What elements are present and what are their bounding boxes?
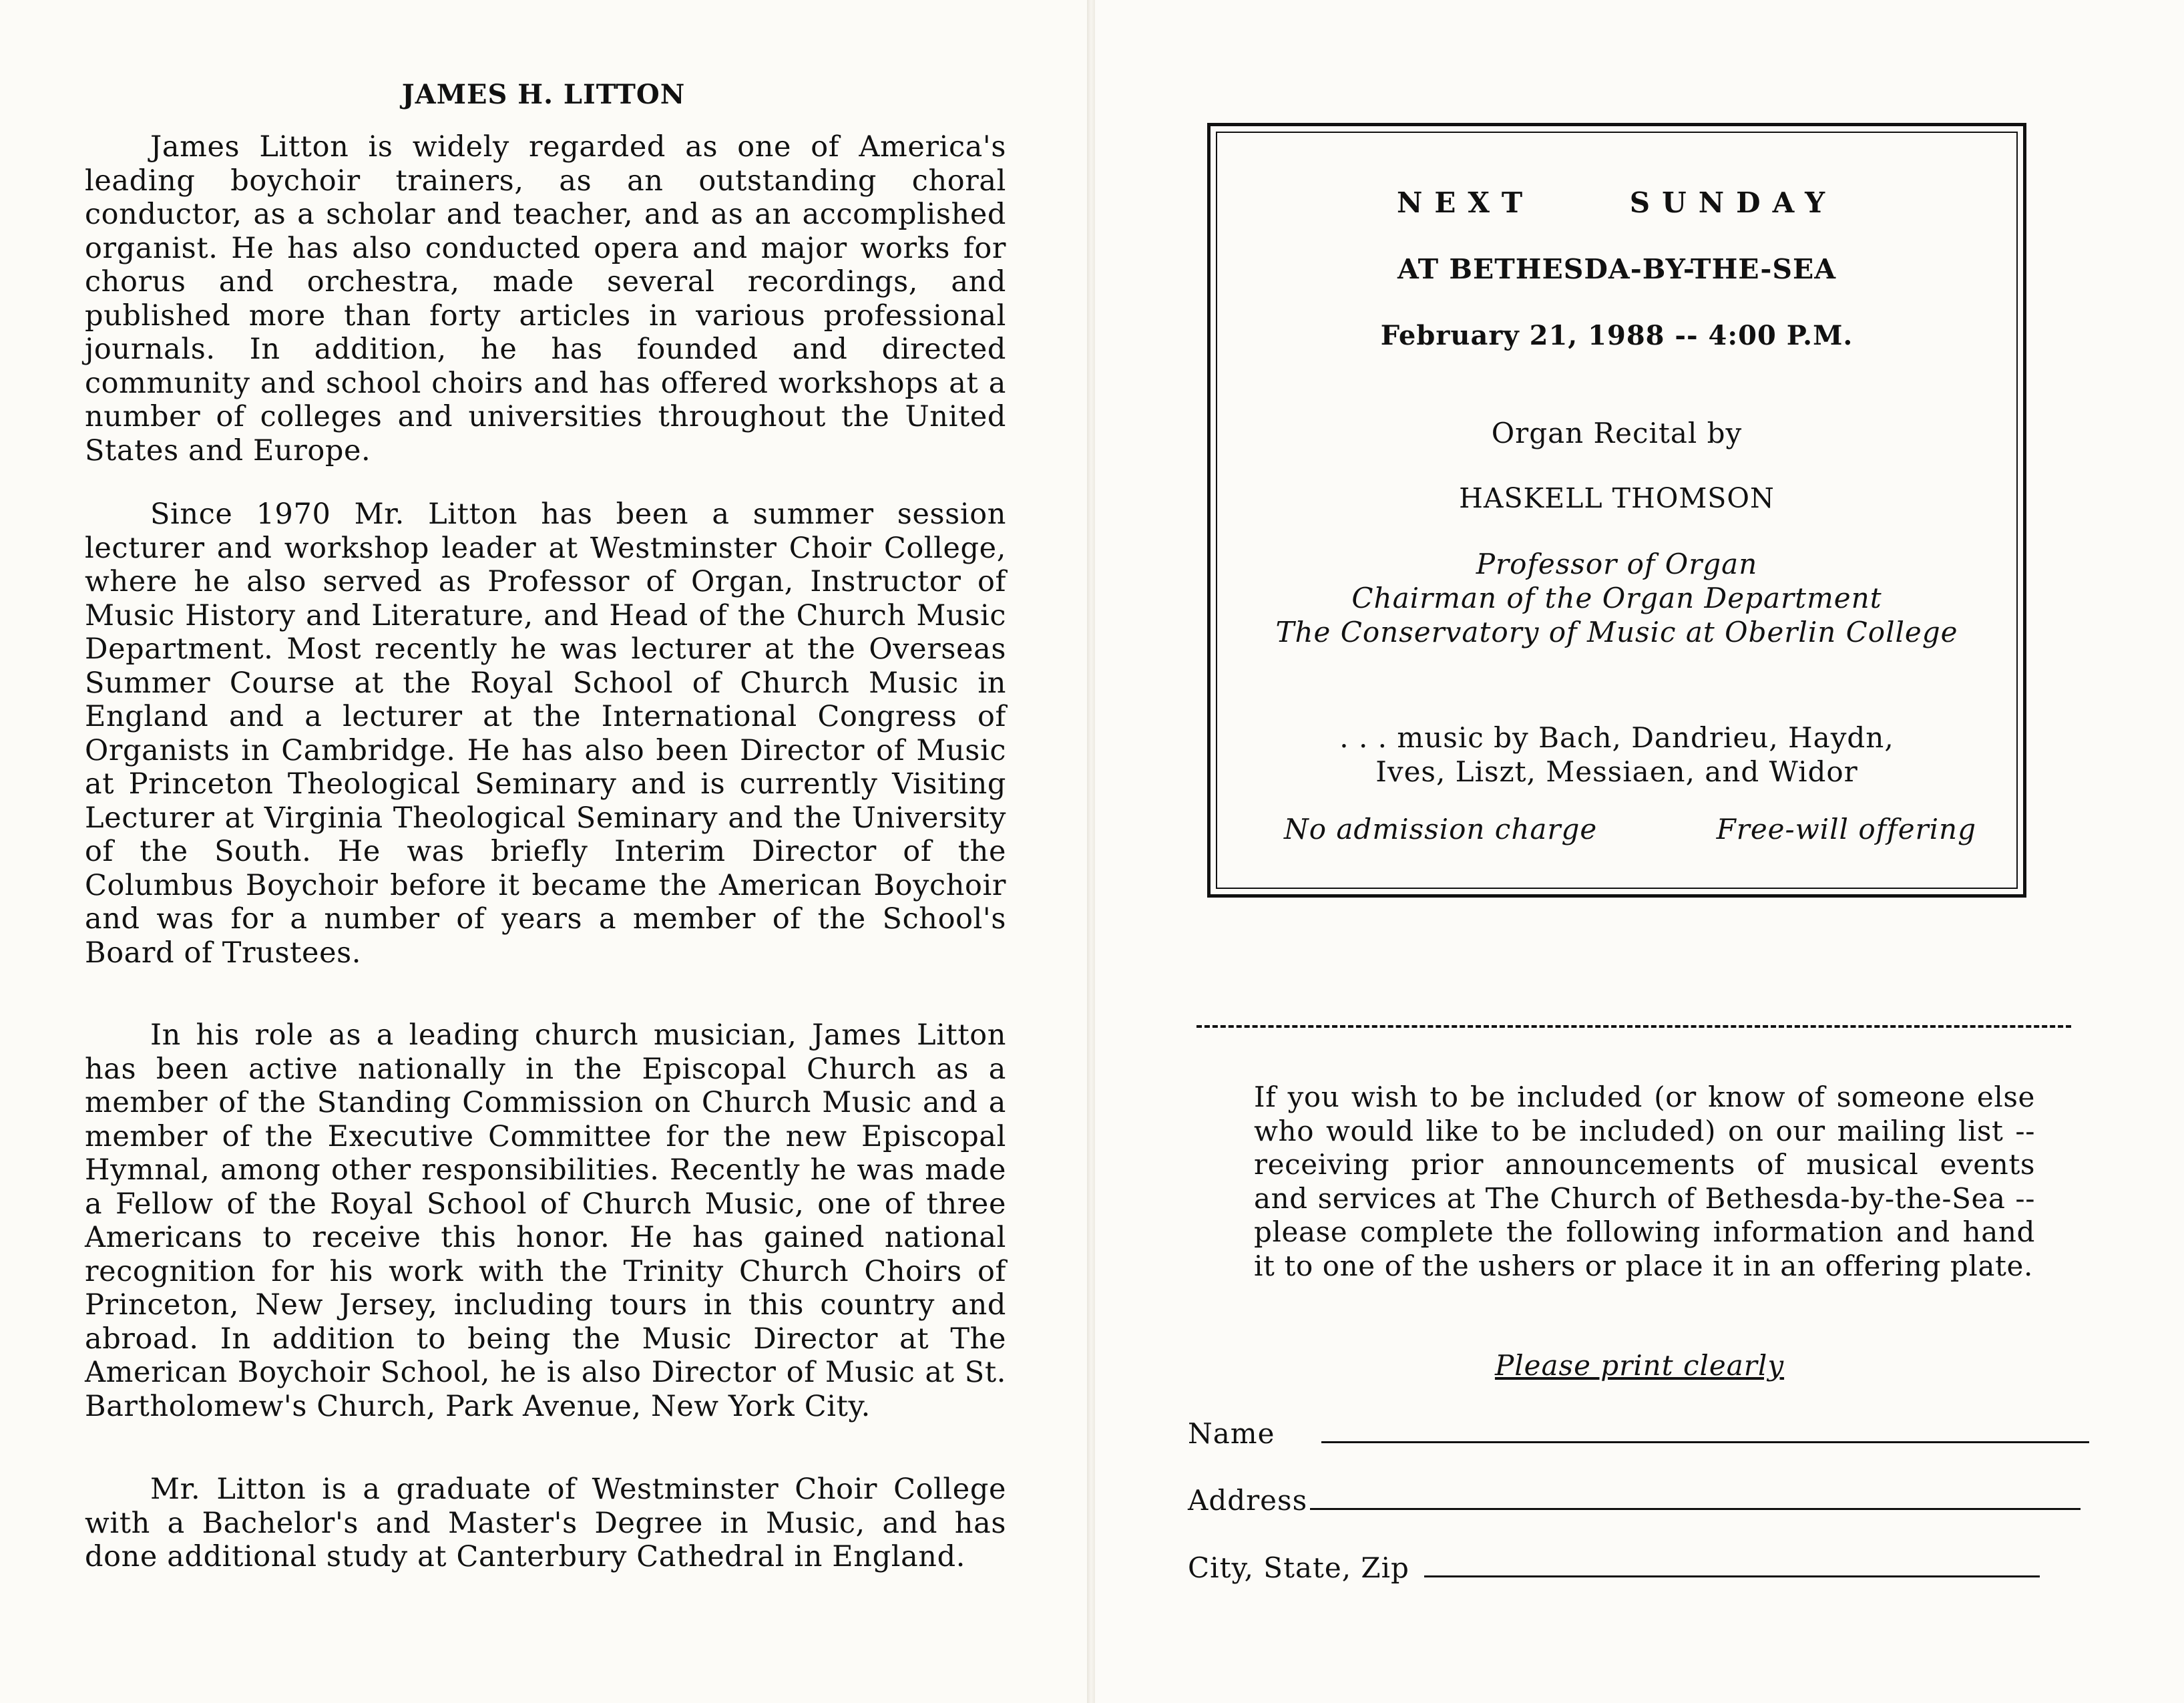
announcement-inner-border bbox=[1216, 132, 2018, 889]
music-program bbox=[1217, 721, 2016, 789]
bio-paragraph: Mr. Litton is a graduate of Westminster Choir College with a Bachelor's and Master's Degree in Music, and has done additional study at Canterbury Cathedral in England. bbox=[85, 1473, 1006, 1573]
offering-note: Free-will offering bbox=[1716, 813, 1976, 845]
print-clearly-note: Please print clearly bbox=[1494, 1349, 1785, 1382]
cut-line bbox=[1196, 1025, 2071, 1028]
music-line: . . . music by Bach, Dandrieu, Haydn, bbox=[1339, 721, 1894, 754]
announcement-heading: NEXT SUNDAY bbox=[1396, 186, 1837, 219]
recital-label: Organ Recital by bbox=[1491, 417, 1743, 449]
name-field-line[interactable] bbox=[1321, 1441, 2089, 1443]
bio-title: JAMES H. LITTON bbox=[401, 79, 686, 110]
bio-paragraph: In his role as a leading church musician, James Litton has been active nationally in the Episcopal Church as a member of the Standing Commission on Church Music and a member of the Executive Committee for the new Episcopal Hymnal, among other responsibilities. Recently he was made a Fellow of the Royal School of Church Music, one of three Americans to receive this honor. He has gained national recognition for his work with the Trinity Church Choirs of Princeton, New Jersey, including tours in this country and abroad. In addition to being the Music Director at The American Boychoir School, he is also Director of Music at St. Bartholomew's Church, Park Avenue, New York City. bbox=[85, 1018, 1006, 1423]
address-label: Address bbox=[1188, 1484, 1308, 1517]
city-state-zip-field-line[interactable] bbox=[1424, 1575, 2040, 1577]
bio-paragraph: Since 1970 Mr. Litton has been a summer session lecturer and workshop leader at Westminster Choir College, where he also served as Professor of Organ, Instructor of Music History and Literature, and Head of the Church Music Department. Most recently he was lecturer at the Overseas Summer Course at the Royal School of Church Music in England and a lecturer at the International Congress of Organists in Cambridge. He has also been Director of Music at Princeton Theological Seminary and is currently Visiting Lecturer at Virginia Theological Seminary and the University of the South. He was briefly Interim Director of the Columbus Boychoir before it became the American Boychoir and was for a number of years a member of the School's Board of Trustees. bbox=[85, 498, 1006, 970]
announcement-footer bbox=[1284, 813, 1976, 845]
performer-title-line: Professor of Organ bbox=[1476, 548, 1758, 580]
city-state-zip-label: City, State, Zip bbox=[1188, 1551, 1409, 1584]
performer-titles bbox=[1217, 547, 2016, 649]
performer-title-line: The Conservatory of Music at Oberlin College bbox=[1275, 616, 1958, 648]
city-state-zip-field-row bbox=[1188, 1551, 2040, 1584]
name-label: Name bbox=[1188, 1417, 1275, 1450]
announcement-box bbox=[1207, 123, 2026, 898]
name-field-row bbox=[1188, 1417, 2089, 1450]
page-fold bbox=[1087, 0, 1095, 1703]
music-line: Ives, Liszt, Messiaen, and Widor bbox=[1375, 755, 1858, 788]
admission-note: No admission charge bbox=[1284, 813, 1598, 845]
address-field-row bbox=[1188, 1484, 2081, 1517]
announcement-date: February 21, 1988 -- 4:00 P.M. bbox=[1380, 320, 1853, 351]
announcement-venue: AT BETHESDA-BY-THE-SEA bbox=[1397, 253, 1836, 285]
performer-title-line: Chairman of the Organ Department bbox=[1351, 582, 1882, 614]
bio-paragraph: James Litton is widely regarded as one of America's leading boychoir trainers, as an outstanding choral conductor, as a scholar and teacher, and as an accomplished organist. He has also conducted opera and major works for chorus and orchestra, made several recordings, and published more than forty articles in various professional journals. In addition, he has founded and directed community and school choirs and has offered workshops at a number of colleges and universities throughout the United States and Europe. bbox=[85, 130, 1006, 467]
performer-name: HASKELL THOMSON bbox=[1459, 482, 1775, 514]
address-field-line[interactable] bbox=[1310, 1508, 2081, 1510]
left-page bbox=[0, 0, 1087, 1703]
mailing-list-text: If you wish to be included (or know of someone else who would like to be included) on our mailing list -- receiving prior announcements of musical events and services at The Church of Bethesda-by-the-Sea -- please complete the following information and hand it to one of the ushers or place it in an offering plate. bbox=[1254, 1081, 2035, 1282]
